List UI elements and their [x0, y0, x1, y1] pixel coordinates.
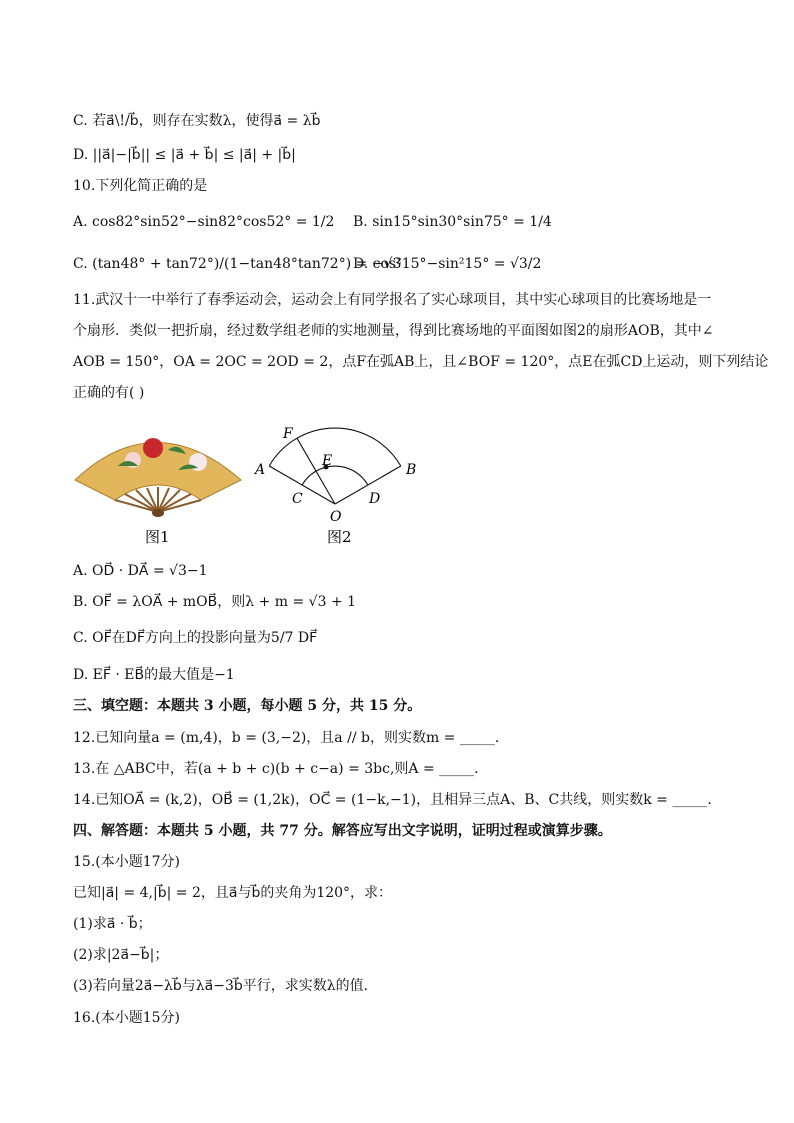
option-10b: B. sin15°sin30°sin75° = 1/4: [353, 214, 552, 230]
figure1-caption: 图1: [145, 528, 170, 546]
option-11d: D. EF⃗ · EB⃗的最大值是−1: [73, 667, 235, 683]
question-14: 14.已知OA⃗ = (k,2)，OB⃗ = (1,2k)，OC⃗ = (1−k,−1)，且相异三点A、B、C共线，则实数k = _____．: [73, 792, 722, 808]
question-13: 13.在 △ABC中，若(a + b + c)(b + c−a) = 3bc,则A = _____．: [73, 761, 489, 777]
option-9c: C. 若a⃗\!/b⃗，则存在实数λ，使得a⃗ = λb⃗: [73, 113, 321, 129]
section-3-heading: 三、填空题：本题共 3 小题，每小题 5 分，共 15 分。: [73, 698, 422, 714]
question-11-line4: 正确的有( ): [73, 385, 145, 401]
question-15-stem: 已知|a⃗| = 4,|b⃗| = 2，且a⃗与b⃗的夹角为120°，求：: [73, 885, 393, 901]
question-16-header: 16.(本小题15分): [73, 1010, 181, 1026]
question-12: 12.已知向量a = (m,4)，b = (3,−2)，且a // b，则实数m = _____．: [73, 730, 509, 746]
question-11-line1: 11.武汉十一中举行了春季运动会，运动会上有同学报名了实心球项目，其中实心球项目的比赛场地是一: [73, 292, 712, 308]
option-10a: A. cos82°sin52°−sin82°cos52° = 1/2: [73, 214, 335, 230]
option-10d: D. cos²15°−sin²15° = √3/2: [353, 256, 542, 272]
question-15-part2: (2)求|2a⃗−b⃗|；: [73, 947, 169, 963]
question-10-stem: 10.下列化简正确的是: [73, 178, 208, 194]
label-f: F: [283, 426, 293, 442]
option-11c: C. OF⃗在DF⃗方向上的投影向量为5/7 DF⃗: [73, 630, 318, 646]
label-d: D: [369, 491, 381, 507]
section-4-heading: 四、解答题：本题共 5 小题，共 77 分。解答应写出文字说明，证明过程或演算步骤。: [73, 823, 612, 839]
label-e: E: [322, 453, 333, 469]
fan-illustration: [75, 438, 241, 517]
option-11a: A. OD⃗ · DA⃗ = √3−1: [73, 563, 208, 579]
question-11-line3: AOB = 150°，OA = 2OC = 2OD = 2，点F在弧AB上，且∠BOF = 120°，点E在弧CD上运动，则下列结论: [73, 354, 769, 370]
question-11-line2: 个扇形．类似一把折扇，经过数学组老师的实地测量，得到比赛场地的平面图如图2的扇形AOB，其中∠: [73, 323, 714, 339]
question-15-part1: (1)求a⃗ · b⃗；: [73, 916, 152, 932]
option-11b: B. OF⃗ = λOA⃗ + mOB⃗，则λ + m = √3 + 1: [73, 594, 357, 610]
label-a: A: [255, 462, 266, 478]
question-15-part3: (3)若向量2a⃗−λb⃗与λa⃗−3b⃗平行，求实数λ的值．: [73, 978, 378, 994]
fan-and-sector-figure: [73, 420, 433, 550]
question-15-header: 15.(本小题17分): [73, 854, 181, 870]
label-c: C: [292, 491, 303, 507]
option-9d: D. ||a⃗|−|b⃗|| ≤ |a⃗ + b⃗| ≤ |a⃗| + |b⃗|: [73, 147, 296, 163]
figure-area: [73, 420, 433, 550]
figure2-caption: 图2: [327, 528, 352, 546]
option-10c: C. (tan48° + tan72°)/(1−tan48°tan72°) = −√3: [73, 256, 402, 272]
label-b: B: [406, 462, 417, 478]
label-o: O: [330, 509, 342, 525]
